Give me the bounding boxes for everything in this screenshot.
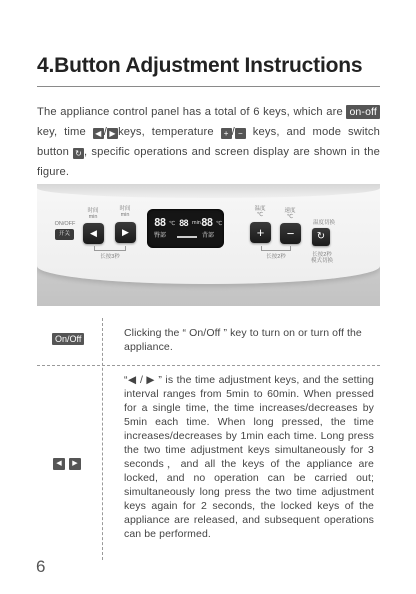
time-label-2: 时间 min [119,206,131,218]
temp-note: 长按2秒 [266,254,286,260]
lcd-display [147,209,224,248]
right-arrow-icon: ▶ [122,227,129,237]
mode-note: 长按2秒 模式切换 [310,252,333,264]
intro-text-4: keys, and mode switch button [37,126,380,158]
onoff-label: ON/OFF [54,221,76,227]
temp-bracket [261,246,291,251]
panel-temp-up-button[interactable] [250,222,271,243]
page-title: 4.Button Adjustment Instructions [37,54,363,77]
table-vertical-divider [102,318,103,560]
plus-icon: + [221,128,232,139]
panel-mode-button[interactable] [312,228,330,246]
right-arrow-icon: ▶ [69,458,81,470]
intro-text-1: The appliance control panel has a total of 6 keys, which are [37,106,347,118]
display-right-text: 背部 [202,233,215,239]
panel-time-up-button[interactable] [115,222,136,243]
onoff-key-chip: On/Off [52,333,84,345]
intro-sep-2: / [231,126,235,138]
page-number: 6 [36,557,46,576]
time-keys-description: “◀ / ▶ ” is the time adjustment keys, and the setting interval ranges from 5min to 60min. When pressed for a single time, the time increases/decreases by 5min each time. When long pressed, the time increases/decreases by 1min each time. Long press the two time adjustment keys simultaneously for 3 seconds，and all the keys of the appliance are locked, and no operation can be carried out; simultaneously long press the two time adjustment keys again for 2 seconds, the locked keys of the appliance are released, and subsequent operations can be performed. [124,374,374,540]
mode-switch-icon: ↻ [73,148,84,159]
minus-icon: − [235,128,246,139]
onoff-description: Clicking the “ On/Off ” key to turn on or turn off the appliance. [124,327,362,353]
time-note: 长按3秒 [100,254,120,260]
minus-icon: − [286,226,295,241]
display-mid-digits: 88 [179,219,188,229]
display-bar [177,236,197,238]
plus-icon: + [256,225,265,240]
display-left-unit: ℃ [169,221,176,227]
display-left-text: 臀部 [154,233,167,239]
speed-label: 速度 ℃ [284,208,296,220]
title-divider [37,86,380,87]
intro-sep-1: / [103,126,108,138]
panel-time-down-button[interactable] [83,223,104,244]
table-row-divider [37,365,380,366]
intro-text-5: , specific operations and screen display are shown in the figure. [37,146,380,178]
display-mid-unit: min [192,220,201,226]
display-right-unit: ℃ [216,221,223,227]
intro-text-2: key, time [37,126,93,138]
left-arrow-icon: ◀ [90,228,97,238]
panel-temp-down-button[interactable] [280,223,301,244]
display-right-digits: 88 [201,216,213,229]
control-panel-photo [37,184,380,306]
temp-label: 温度 ℃ [254,206,266,218]
left-arrow-icon: ◀ [53,458,65,470]
mode-switch-icon: ↻ [316,231,326,242]
time-bracket [94,246,126,251]
right-arrow-icon: ▶ [107,128,118,139]
display-left-digits: 88 [154,216,166,229]
onoff-key-chip: on-off [346,105,380,119]
intro-paragraph [37,102,380,182]
time-label-1: 时间 min [87,208,99,220]
mode-label: 温度切换 [312,220,335,226]
left-arrow-icon: ◀ [93,128,104,139]
intro-text-3: keys, temperature [118,126,221,138]
panel-onoff-button[interactable]: 开关 [55,229,74,240]
